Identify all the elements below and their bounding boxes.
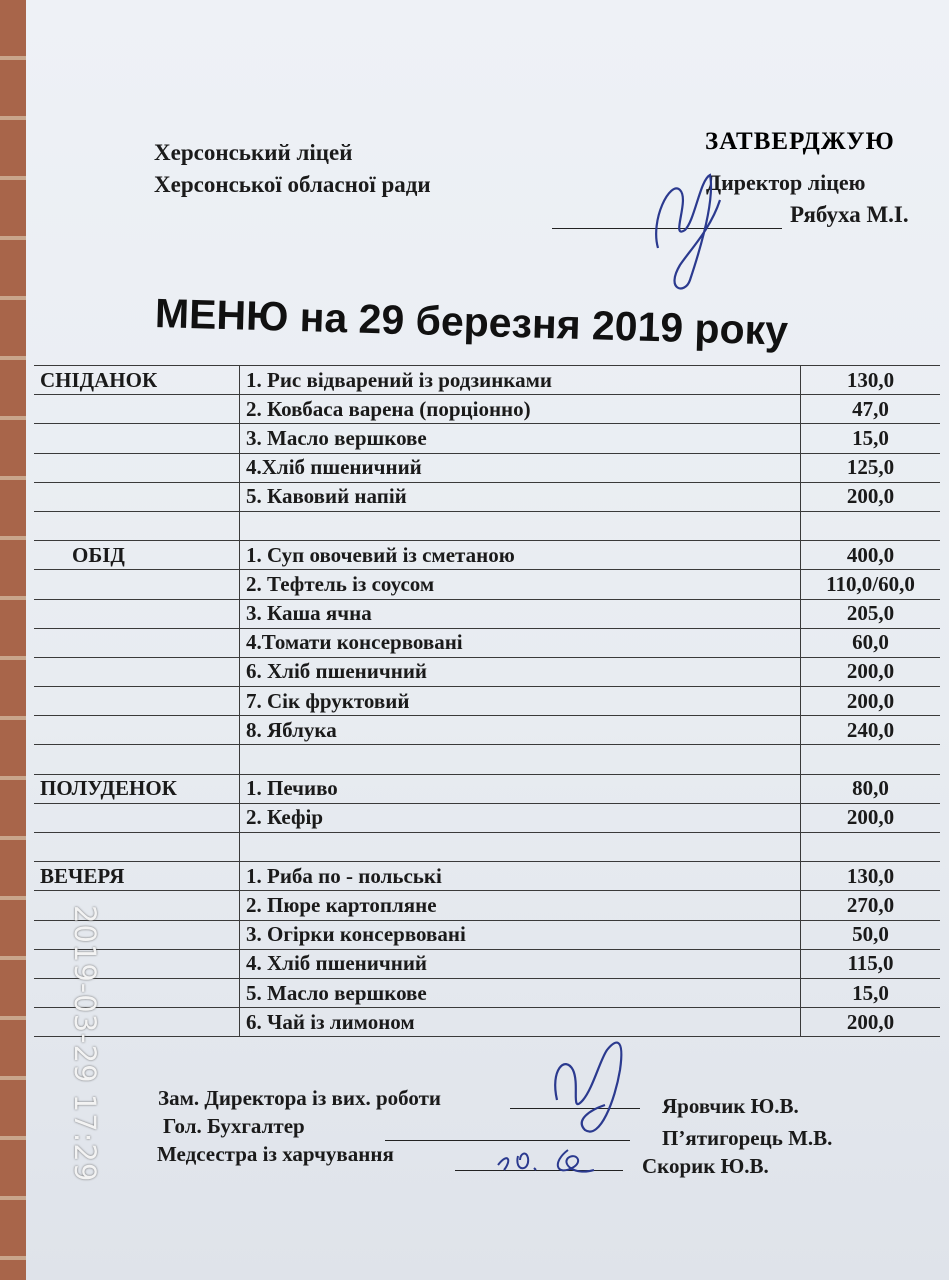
menu-row <box>34 716 940 745</box>
school-name-line2: Херсонської обласної ради <box>154 172 431 197</box>
meal-name-empty <box>34 395 240 424</box>
dish-name: 1. Суп овочевий із сметаною <box>240 541 801 570</box>
dish-name: 3. Масло вершкове <box>240 424 801 453</box>
dish-quantity: 130,0 <box>801 366 941 395</box>
empty-cell <box>801 511 941 540</box>
menu-row <box>34 541 940 570</box>
dish-name: 1. Печиво <box>240 774 801 803</box>
dish-quantity: 400,0 <box>801 541 941 570</box>
dish-quantity: 110,0/60,0 <box>801 570 941 599</box>
meal-name-empty <box>34 687 240 716</box>
dish-quantity: 130,0 <box>801 862 941 891</box>
meal-name-empty <box>34 599 240 628</box>
empty-cell <box>34 745 240 774</box>
dish-quantity: 200,0 <box>801 1008 941 1037</box>
dish-quantity: 80,0 <box>801 774 941 803</box>
menu-row <box>34 424 940 453</box>
meal-name-empty <box>34 482 240 511</box>
meal-name-empty <box>34 716 240 745</box>
dish-name: 8. Яблука <box>240 716 801 745</box>
dish-quantity: 15,0 <box>801 424 941 453</box>
spacer-row <box>34 833 940 862</box>
meal-name: ПОЛУДЕНОК <box>34 774 240 803</box>
signature-role-3: Медсестра із харчування <box>157 1142 394 1166</box>
menu-table <box>34 365 940 1037</box>
menu-row <box>34 891 940 920</box>
menu-row <box>34 1008 940 1037</box>
dish-quantity: 125,0 <box>801 453 941 482</box>
dish-quantity: 200,0 <box>801 482 941 511</box>
empty-cell <box>34 833 240 862</box>
dish-quantity: 115,0 <box>801 949 941 978</box>
signature-role-2: Гол. Бухгалтер <box>163 1114 305 1138</box>
dish-name: 2. Ковбаса варена (порціонно) <box>240 395 801 424</box>
menu-row <box>34 482 940 511</box>
dish-quantity: 240,0 <box>801 716 941 745</box>
empty-cell <box>240 745 801 774</box>
dish-name: 7. Сік фруктовий <box>240 687 801 716</box>
menu-row <box>34 657 940 686</box>
meal-name-empty <box>34 803 240 832</box>
meal-name: СНІДАНОК <box>34 366 240 395</box>
dish-name: 6. Хліб пшеничний <box>240 657 801 686</box>
empty-cell <box>240 511 801 540</box>
director-name: Рябуха М.І. <box>790 202 909 227</box>
menu-row <box>34 978 940 1007</box>
director-signature-icon <box>640 160 730 300</box>
dish-name: 4.Томати консервовані <box>240 628 801 657</box>
dish-name: 2. Тефтель із соусом <box>240 570 801 599</box>
menu-row <box>34 774 940 803</box>
dish-name: 4. Хліб пшеничний <box>240 949 801 978</box>
dish-quantity: 200,0 <box>801 687 941 716</box>
signature-role-1: Зам. Директора із вих. роботи <box>158 1086 442 1110</box>
menu-row <box>34 628 940 657</box>
dish-quantity: 200,0 <box>801 803 941 832</box>
menu-row <box>34 366 940 395</box>
dish-quantity: 15,0 <box>801 978 941 1007</box>
meal-name-empty <box>34 570 240 599</box>
director-title: Директор ліцею <box>706 170 866 195</box>
dish-name: 2. Пюре картопляне <box>240 891 801 920</box>
spacer-row <box>34 745 940 774</box>
dish-quantity: 270,0 <box>801 891 941 920</box>
meal-name: ОБІД <box>34 541 240 570</box>
dish-quantity: 205,0 <box>801 599 941 628</box>
dish-name: 2. Кефір <box>240 803 801 832</box>
menu-title: МЕНЮ на 29 березня 2019 року <box>154 290 789 354</box>
dish-name: 6. Чай із лимоном <box>240 1008 801 1037</box>
meal-name-empty <box>34 628 240 657</box>
dish-name: 3. Огірки консервовані <box>240 920 801 949</box>
dish-quantity: 47,0 <box>801 395 941 424</box>
meal-name: ВЕЧЕРЯ <box>34 862 240 891</box>
dish-name: 3. Каша ячна <box>240 599 801 628</box>
menu-row <box>34 570 940 599</box>
dish-quantity: 60,0 <box>801 628 941 657</box>
empty-cell <box>801 833 941 862</box>
signature-name-1: Яровчик Ю.В. <box>662 1094 799 1118</box>
dish-name: 1. Риба по - польські <box>240 862 801 891</box>
school-name-line1: Херсонський ліцей <box>154 140 353 165</box>
dish-quantity: 50,0 <box>801 920 941 949</box>
empty-cell <box>801 745 941 774</box>
empty-cell <box>34 511 240 540</box>
meal-name-empty <box>34 424 240 453</box>
menu-row <box>34 599 940 628</box>
menu-row <box>34 453 940 482</box>
menu-row <box>34 862 940 891</box>
dish-name: 5. Масло вершкове <box>240 978 801 1007</box>
meal-name-empty <box>34 657 240 686</box>
approve-heading: ЗАТВЕРДЖУЮ <box>705 128 895 155</box>
signature-name-2: П’ятигорець М.В. <box>662 1126 833 1150</box>
menu-row <box>34 920 940 949</box>
signature-name-3: Скорик Ю.В. <box>642 1154 769 1178</box>
deputy-signature-icon <box>545 1030 645 1150</box>
dish-quantity: 200,0 <box>801 657 941 686</box>
menu-row <box>34 949 940 978</box>
menu-row <box>34 803 940 832</box>
spacer-row <box>34 511 940 540</box>
dish-name: 4.Хліб пшеничний <box>240 453 801 482</box>
dish-name: 1. Рис відварений із родзинками <box>240 366 801 395</box>
menu-row <box>34 687 940 716</box>
nurse-signature-icon <box>490 1140 600 1185</box>
meal-name-empty <box>34 453 240 482</box>
menu-row <box>34 395 940 424</box>
photo-timestamp: 2019-03-29 17:29 <box>68 905 102 1183</box>
empty-cell <box>240 833 801 862</box>
dish-name: 5. Кавовий напій <box>240 482 801 511</box>
